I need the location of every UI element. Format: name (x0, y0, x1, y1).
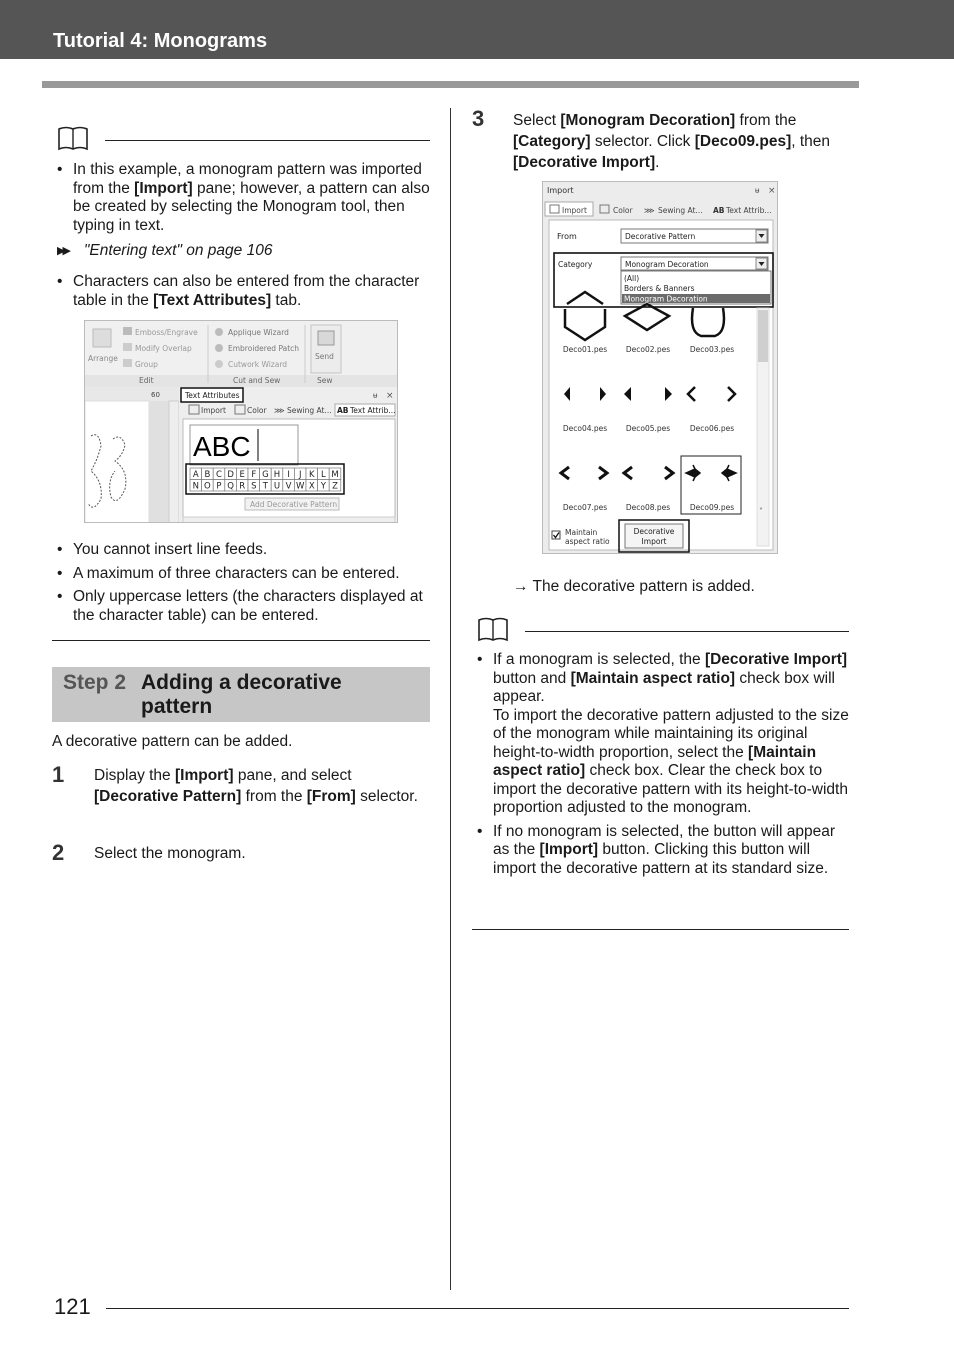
result-text: → The decorative pattern is added. (513, 578, 755, 595)
char-label: Y (320, 481, 327, 492)
cross-reference[interactable]: ▶▶ "Entering text" on page 106 (57, 242, 273, 259)
step-heading (52, 667, 430, 722)
tab-color[interactable]: Color (247, 406, 267, 415)
file-item-label[interactable]: Deco08.pes (625, 503, 671, 512)
text-ab-icon: AB (337, 406, 349, 415)
applique-wizard-button[interactable]: Applique Wizard (228, 328, 289, 337)
step-number: 2 (52, 840, 65, 865)
send-button[interactable]: Send (315, 352, 334, 361)
page-number: 121 (54, 1294, 91, 1319)
char-label: R (239, 481, 246, 492)
info-item: • Only uppercase letters (the characters displayed at the character table) can be entered. (52, 588, 432, 625)
from-select[interactable]: Decorative Pattern (625, 232, 696, 241)
add-decorative-pattern-button[interactable]: Add Decorative Pattern (250, 500, 338, 509)
modify-overlap-button[interactable]: Modify Overlap (135, 344, 192, 353)
emboss-engrave-button[interactable]: Emboss/Engrave (135, 328, 198, 337)
arrow-right-icon: ▶▶ (57, 245, 68, 257)
category-option-selected[interactable]: Monogram Decoration (624, 294, 708, 304)
step-number: 3 (472, 106, 485, 131)
scroll-down-icon[interactable]: ˅ (759, 507, 763, 516)
arrange-button[interactable]: Arrange (88, 354, 118, 363)
note-item: • If no monogram is selected, the button will appear as the [Import] button. Clicking this button will import the decorative pattern at its standard size. (472, 823, 849, 879)
char-label: H (273, 470, 281, 480)
char-label: U (273, 481, 281, 492)
stitch-icon: ⋙ (274, 406, 285, 415)
close-icon[interactable]: × (386, 391, 394, 401)
char-label: J (298, 470, 302, 480)
tab-color[interactable]: Color (613, 206, 633, 215)
pane-title: Import (547, 186, 574, 195)
char-label: X (308, 481, 315, 492)
group-label-edit: Edit (139, 376, 154, 385)
pin-icon[interactable]: ᵾ (755, 186, 760, 195)
column-divider (450, 108, 451, 1290)
char-label: F (251, 470, 257, 480)
char-label: C (216, 470, 222, 480)
from-label: From (557, 232, 577, 241)
note-rule (525, 631, 849, 632)
category-option[interactable]: Borders & Banners (624, 284, 695, 293)
file-item-label[interactable]: Deco02.pes (625, 345, 671, 354)
step-title: Adding a decorative pattern (141, 671, 342, 718)
category-label: Category (558, 260, 593, 269)
cutwork-wizard-button[interactable]: Cutwork Wizard (228, 360, 288, 369)
char-label: S (251, 481, 257, 492)
char-label: T (262, 481, 269, 492)
step-text: Display the [Import] pane, and select [Decorative Pattern] from the [From] selector. (94, 767, 418, 805)
embroidered-patch-button[interactable]: Embroidered Patch (228, 344, 300, 353)
decorative-import-button[interactable]: Decorative Import (633, 527, 675, 546)
stitch-icon: ⋙ (644, 206, 655, 215)
section-rule (52, 640, 430, 641)
screenshot-import-pane (542, 181, 778, 554)
group-label-cut-and-sew: Cut and Sew (233, 376, 281, 385)
char-label: K (309, 470, 315, 480)
char-label: L (321, 470, 326, 480)
char-label: O (204, 481, 211, 492)
step-text: Select [Monogram Decoration] from the [Category] selector. Click [Deco09.pes], then [Decorative Import]. (513, 112, 831, 171)
note-item: • In this example, a monogram pattern was imported from the [Import] pane; however, a pattern can also be created by selecting the Monogram tool, then typing in text. (52, 161, 430, 235)
char-label: V (285, 481, 292, 492)
note-item: • If a monogram is selected, the [Decorative Import] button and [Maintain aspect ratio] check box will appear. To import the decorative pattern adjusted to the size of the monogram while maintaining its original height-to-width proportion, select the [Maintain aspect ratio] check box. Clear the check box to import the decorative pattern with its height-to-width proportion adjusted to the monogram. (472, 651, 849, 818)
char-label: P (216, 481, 222, 492)
tab-sewing-attributes[interactable]: Sewing At... (658, 206, 703, 215)
tab-text-attributes[interactable]: Text Attrib... (350, 406, 396, 415)
maintain-aspect-label[interactable]: Maintain aspect ratio (565, 528, 610, 546)
header-divider (42, 81, 859, 88)
note-book-icon (477, 616, 509, 642)
char-label: N (192, 481, 199, 492)
char-label: M (331, 470, 339, 480)
step-number: 1 (52, 762, 65, 787)
text-ab-icon: AB (713, 206, 725, 215)
info-item: • A maximum of three characters can be entered. (52, 565, 432, 584)
char-label: G (262, 470, 269, 480)
note-list (52, 273, 430, 315)
section-rule (472, 929, 849, 930)
group-label-sew: Sew (317, 376, 333, 385)
note-rule (105, 140, 430, 141)
char-label: Q (227, 481, 234, 492)
group-button[interactable]: Group (135, 360, 158, 369)
char-label: D (227, 470, 234, 480)
ruler-mark: 60 (151, 391, 160, 399)
file-item-label[interactable]: Deco05.pes (625, 424, 671, 433)
char-label: A (192, 470, 199, 480)
info-item: • You cannot insert line feeds. (52, 541, 432, 560)
pin-icon[interactable]: ᵾ (373, 391, 378, 400)
intro-text: A decorative pattern can be added. (52, 733, 293, 750)
tab-import[interactable]: Import (201, 406, 226, 415)
file-item-label[interactable]: Deco06.pes (689, 424, 735, 433)
note-item: • Characters can also be entered from the character table in the [Text Attributes] tab. (52, 273, 430, 310)
category-select[interactable]: Monogram Decoration (625, 260, 709, 269)
character-table (190, 468, 341, 492)
char-label: B (204, 470, 211, 480)
char-label: E (239, 470, 245, 480)
char-label: Z (332, 481, 338, 492)
footer-rule (106, 1308, 849, 1309)
char-label: W (295, 481, 305, 492)
info-list (52, 541, 432, 630)
step-text: Select the monogram. (94, 845, 246, 862)
note-list (472, 651, 849, 883)
file-item-label[interactable]: Deco01.pes (562, 345, 608, 354)
tab-sewing-attributes[interactable]: Sewing At... (287, 406, 332, 415)
step-label: Step 2 (63, 671, 127, 694)
text-input[interactable]: ABC (193, 431, 251, 462)
char-label: I (287, 470, 290, 480)
note-list (52, 161, 430, 240)
file-item-label[interactable]: Deco03.pes (689, 345, 735, 354)
tab-import[interactable]: Import (562, 206, 587, 215)
screenshot-text-attributes (84, 320, 398, 523)
close-icon[interactable]: × (768, 186, 776, 196)
pane-title: Text Attributes (185, 391, 240, 400)
page-title: Tutorial 4: Monograms (53, 30, 268, 52)
category-option[interactable]: (All) (624, 274, 640, 283)
file-item-label[interactable]: Deco09.pes (689, 503, 735, 512)
note-book-icon (57, 125, 89, 151)
file-item-label[interactable]: Deco04.pes (562, 424, 608, 433)
file-item-label[interactable]: Deco07.pes (562, 503, 608, 512)
tab-text-attributes[interactable]: Text Attrib... (726, 206, 772, 215)
